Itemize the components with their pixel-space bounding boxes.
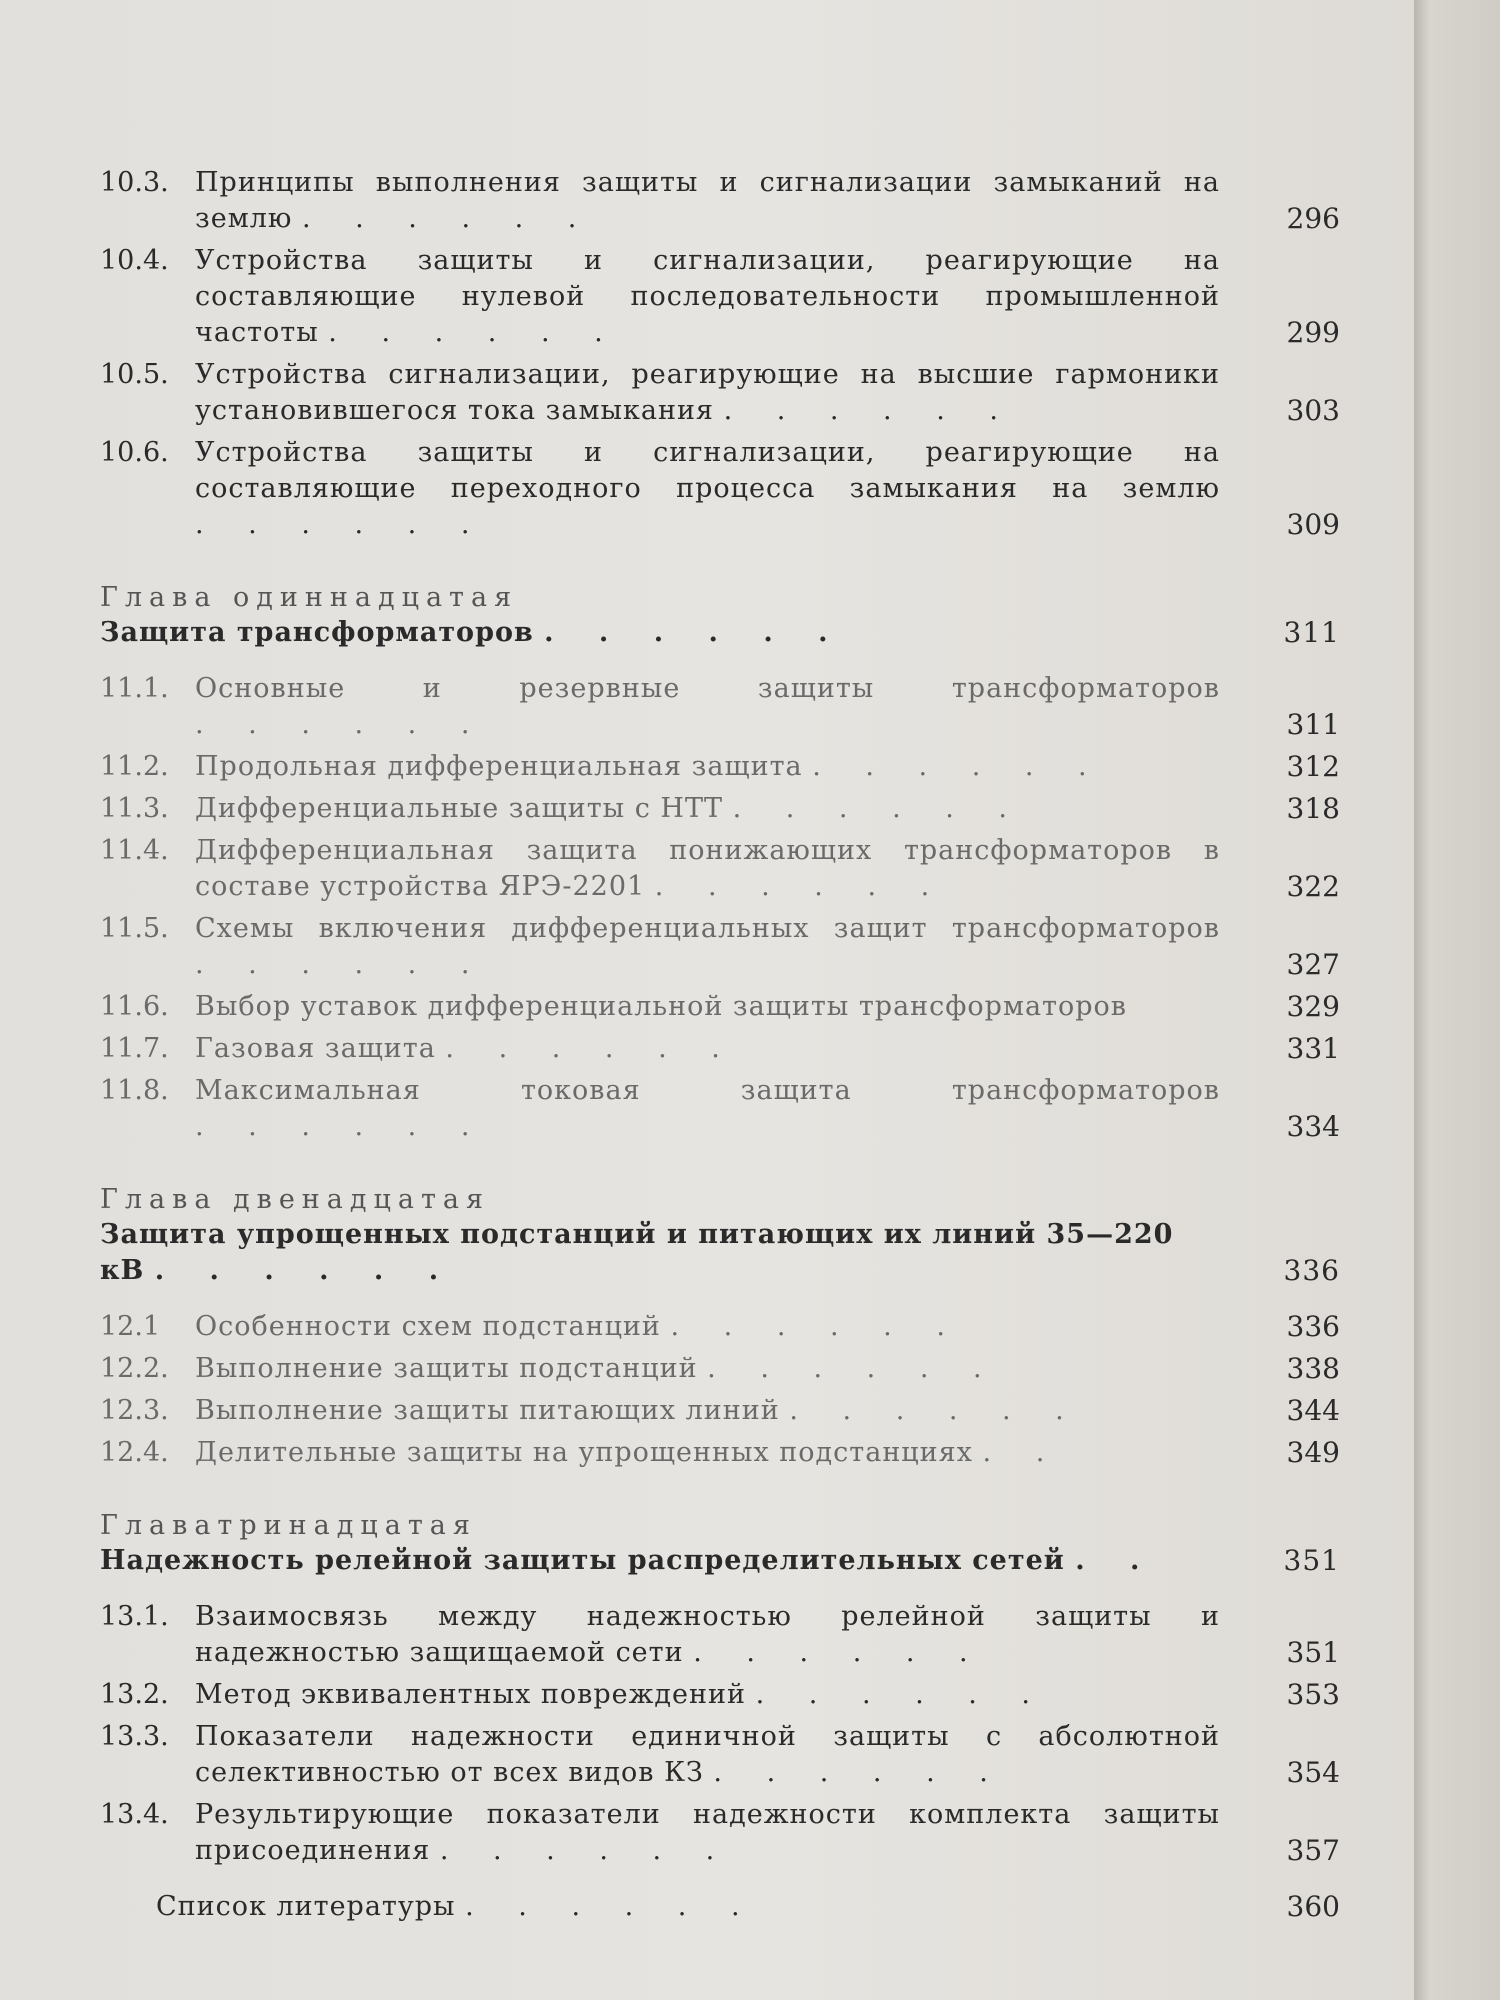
section-title: Результирующие показатели надежности комплекта защиты присоединения . . . . . . <box>195 1799 1220 1866</box>
toc-entry[interactable] <box>100 357 1340 429</box>
section-title: Устройства защиты и сигнализации, реагирующие на составляющие нулевой последовательности промышленной частоты . . . . . . <box>195 245 1220 348</box>
chapter-title[interactable]: Надежность релейной защиты распределительных сетей . . 351 <box>100 1544 1340 1577</box>
section-number: 12.2. <box>100 1353 169 1384</box>
chapter-title[interactable]: Защита трансформаторов . . . . . . 311 <box>100 616 1340 649</box>
toc-entry[interactable] <box>100 1719 1340 1791</box>
page-number: 351 <box>1286 1636 1340 1669</box>
toc-entry[interactable] <box>100 1031 1340 1067</box>
chapter-heading: Глава одиннадцатая <box>100 582 519 613</box>
page-number: 331 <box>1286 1032 1340 1065</box>
page-number: 329 <box>1286 990 1340 1023</box>
section-title: Взаимосвязь между надежностью релейной защиты и надежностью защищаемой сети . . . . . . <box>195 1601 1220 1668</box>
section-number: 12.1 <box>100 1311 161 1342</box>
section-number: 12.3. <box>100 1395 169 1426</box>
section-number: 13.2. <box>100 1679 169 1710</box>
toc-entry[interactable] <box>100 243 1340 351</box>
section-title: Дифференциальная защита понижающих трансформаторов в составе устройства ЯРЭ-2201 . . . . . . <box>195 835 1220 902</box>
page-number: 336 <box>1286 1310 1340 1343</box>
section-number: 11.5. <box>100 913 169 944</box>
section-number: 10.4. <box>100 245 169 276</box>
section-number: 13.1. <box>100 1601 169 1632</box>
section-number: 13.3. <box>100 1721 169 1752</box>
section-title: Показатели надежности единичной защиты с абсолютной селективностью от всех видов КЗ . . . . . . <box>195 1721 1220 1788</box>
page-number: 349 <box>1286 1436 1340 1469</box>
toc-entry[interactable] <box>100 1677 1340 1713</box>
toc-entry[interactable] <box>100 833 1340 905</box>
toc-entry[interactable] <box>100 1351 1340 1387</box>
section-title: Выполнение защиты подстанций . . . . . . <box>195 1353 1000 1384</box>
page-number: 309 <box>1286 508 1340 541</box>
section-title: Основные и резервные защиты трансформаторов . . . . . . <box>195 673 1220 740</box>
section-number: 11.6. <box>100 991 169 1022</box>
toc-entry[interactable] <box>100 989 1340 1025</box>
section-title: Устройства защиты и сигнализации, реагирующие на составляющие переходного процесса замыкания на землю . . . . . . <box>195 437 1220 540</box>
section-title: Выполнение защиты питающих линий . . . . . . <box>195 1395 1082 1426</box>
section-number: 11.2. <box>100 751 169 782</box>
chapter-heading: Главатринадцатая <box>100 1510 477 1541</box>
chapter-title[interactable]: Защита упрощенных подстанций и питающих их линий 35—220 кВ . . . . . . 336 <box>100 1219 1340 1287</box>
page-number: 338 <box>1286 1352 1340 1385</box>
page-number: 360 <box>1286 1890 1340 1923</box>
section-number: 10.5. <box>100 359 169 390</box>
section-title: Максимальная токовая защита трансформаторов . . . . . . <box>195 1075 1220 1142</box>
section-title: Делительные защиты на упрощенных подстанциях . . <box>195 1437 1063 1468</box>
section-title: Схемы включения дифференциальных защит трансформаторов . . . . . . <box>195 913 1220 980</box>
section-title: Выбор уставок дифференциальной защиты трансформаторов <box>195 991 1127 1022</box>
page-number: 311 <box>1286 708 1340 741</box>
section-number: 11.7. <box>100 1033 169 1064</box>
page-number: 344 <box>1286 1394 1340 1427</box>
section-title: Газовая защита . . . . . . <box>195 1033 738 1064</box>
toc-entry[interactable] <box>100 1073 1340 1145</box>
page-number: 322 <box>1286 870 1340 903</box>
toc-entry[interactable] <box>100 671 1340 743</box>
page-number: 353 <box>1286 1678 1340 1711</box>
section-title: Дифференциальные защиты с НТТ . . . . . . <box>195 793 1026 824</box>
page-number: 334 <box>1286 1110 1340 1143</box>
section-title: Особенности схем подстанций . . . . . . <box>195 1311 963 1342</box>
page-number: 354 <box>1286 1756 1340 1789</box>
page-number: 351 <box>1283 1544 1340 1577</box>
references-title: Список литературы . . . . . . <box>156 1891 758 1922</box>
page-number: 296 <box>1286 202 1340 235</box>
toc-entry[interactable] <box>100 1309 1340 1345</box>
references-entry[interactable] <box>100 1889 1340 1925</box>
page-edge <box>1414 0 1500 2000</box>
toc-entry[interactable] <box>100 749 1340 785</box>
section-number: 11.1. <box>100 673 169 704</box>
page-number: 327 <box>1286 948 1340 981</box>
section-number: 10.3. <box>100 167 169 198</box>
toc-entry[interactable] <box>100 1393 1340 1429</box>
page-number: 318 <box>1286 792 1340 825</box>
section-number: 11.4. <box>100 835 169 866</box>
toc-entry[interactable] <box>100 435 1340 543</box>
section-number: 11.8. <box>100 1075 169 1106</box>
section-number: 10.6. <box>100 437 169 468</box>
toc-entry[interactable] <box>100 1599 1340 1671</box>
toc-entry[interactable] <box>100 165 1340 237</box>
toc-entry[interactable] <box>100 911 1340 983</box>
toc-entry[interactable] <box>100 791 1340 827</box>
page-number: 303 <box>1286 394 1340 427</box>
table-of-contents <box>100 165 1340 1931</box>
section-title: Продольная дифференциальная защита . . . . . . <box>195 751 1105 782</box>
section-number: 12.4. <box>100 1437 169 1468</box>
toc-entry[interactable] <box>100 1435 1340 1471</box>
page-number: 336 <box>1283 1254 1340 1287</box>
page-number: 311 <box>1283 616 1340 649</box>
section-number: 13.4. <box>100 1799 169 1830</box>
page-number: 312 <box>1286 750 1340 783</box>
toc-entry[interactable] <box>100 1797 1340 1869</box>
page-number: 299 <box>1286 316 1340 349</box>
chapter-heading: Глава двенадцатая <box>100 1184 491 1215</box>
section-title: Принципы выполнения защиты и сигнализации замыканий на землю . . . . . . <box>195 167 1220 234</box>
section-number: 11.3. <box>100 793 169 824</box>
section-title: Устройства сигнализации, реагирующие на высшие гармоники установившегося тока замыкания . . . . . . <box>195 359 1220 426</box>
section-title: Метод эквивалентных повреждений . . . . . . <box>195 1679 1049 1710</box>
page-number: 357 <box>1286 1834 1340 1867</box>
